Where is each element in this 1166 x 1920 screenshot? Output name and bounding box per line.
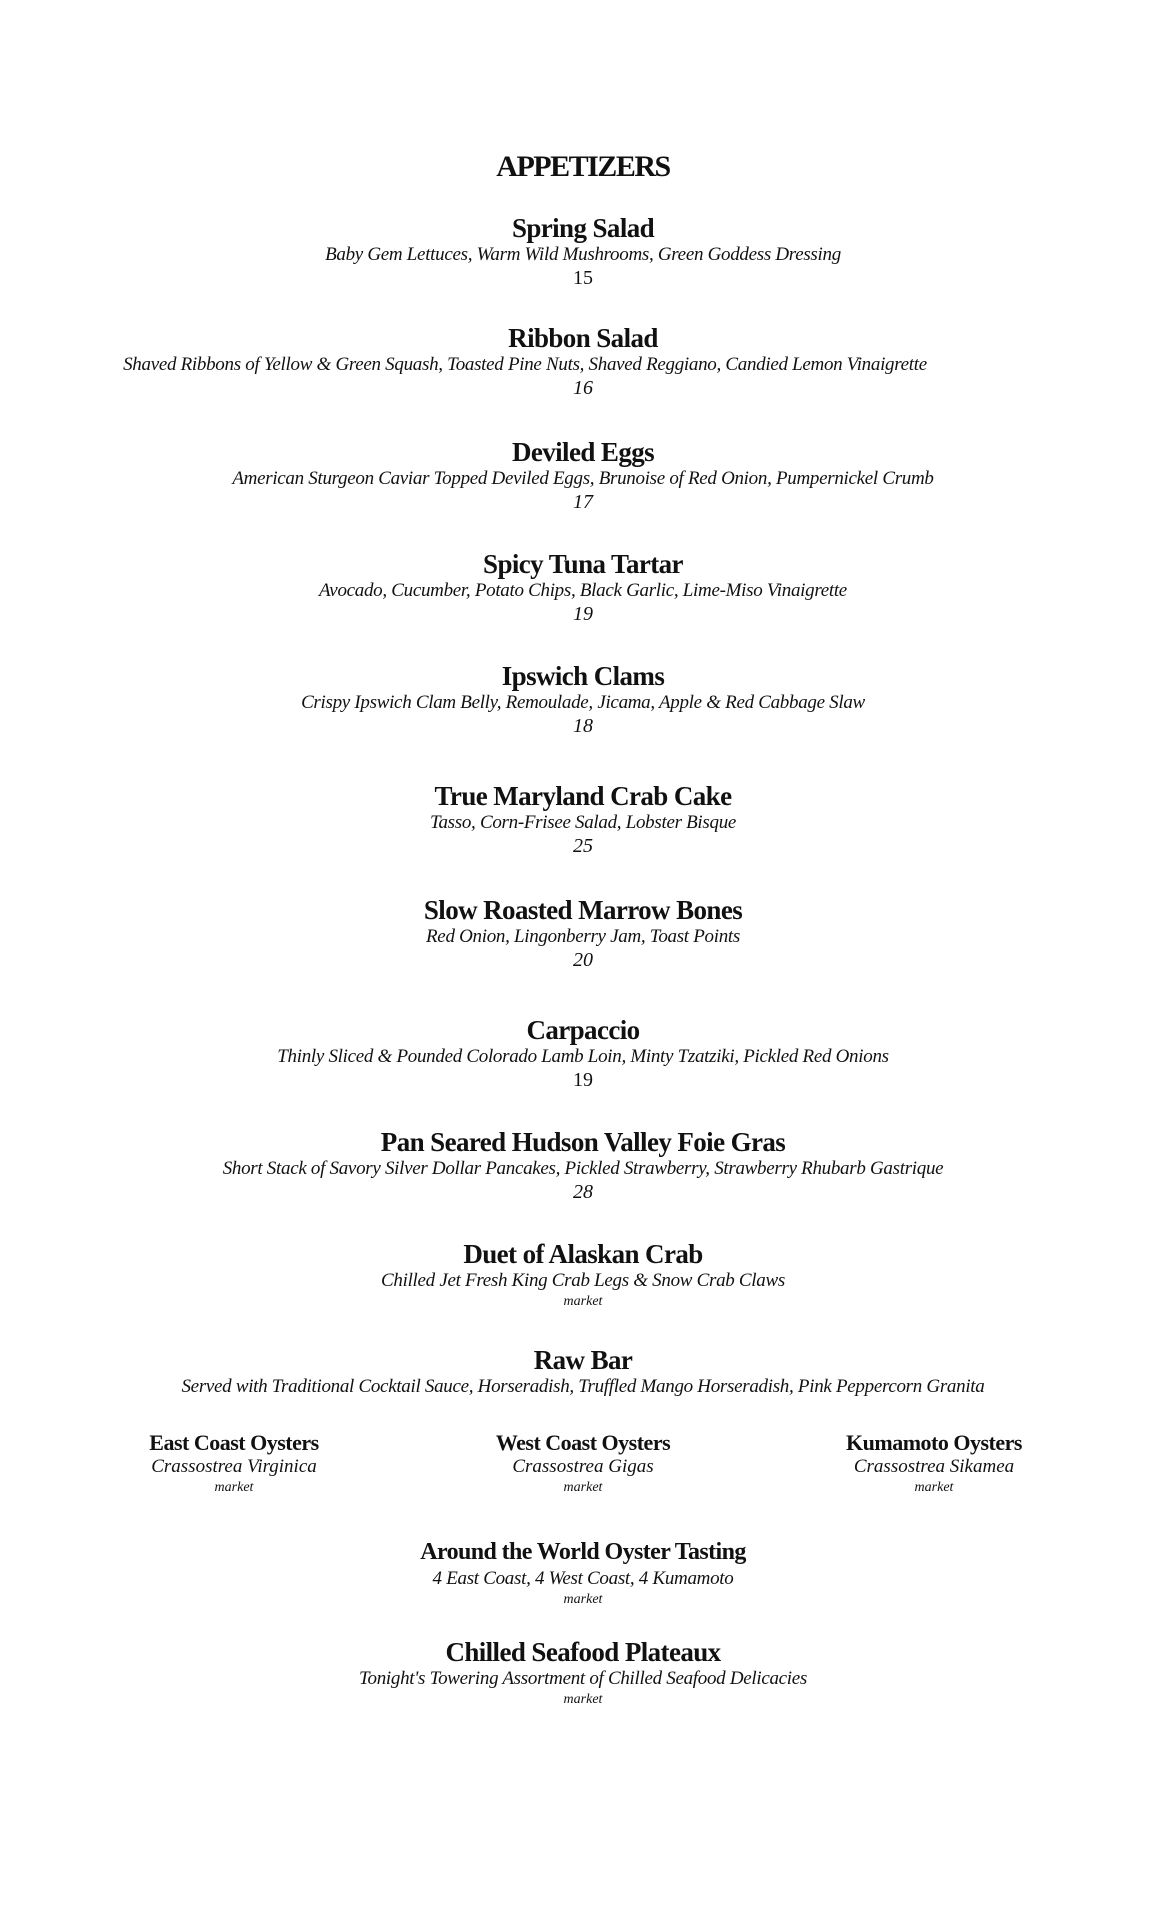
menu-item-foie-gras [0,1126,1166,1204]
oyster-name: Kumamoto Oysters [846,1430,1022,1455]
menu-item-seafood-plateaux [0,1636,1166,1710]
item-description: Short Stack of Savory Silver Dollar Pancakes, Pickled Strawberry, Strawberry Rhubarb Gastrique [222,1158,944,1179]
item-description: Tasso, Corn-Frisee Salad, Lobster Bisque [429,812,737,833]
item-name: Deviled Eggs [511,437,655,467]
item-price: market [563,1294,603,1309]
menu-item-deviled-eggs [0,436,1166,514]
oyster-species: Crassostrea Gigas [512,1456,654,1477]
menu-item-ribbon-salad [0,322,1160,400]
menu-item-crab-cake [0,780,1166,858]
item-name: Around the World Oyster Tasting [420,1539,746,1565]
item-name: Slow Roasted Marrow Bones [423,895,743,925]
item-name: Ribbon Salad [508,323,658,353]
item-name: Raw Bar [533,1345,633,1375]
menu-item-ipswich-clams [0,660,1166,738]
item-description: Served with Traditional Cocktail Sauce, Horseradish, Truffled Mango Horseradish, Pink Peppercorn Granita [181,1376,985,1397]
item-name: Spicy Tuna Tartar [483,549,683,579]
item-description: Baby Gem Lettuces, Warm Wild Mushrooms, Green Goddess Dressing [325,244,841,265]
item-name: Spring Salad [511,213,655,243]
item-price: 16 [573,377,593,399]
item-price: 28 [573,1181,593,1203]
menu-item-alaskan-crab [0,1238,1166,1312]
item-description: Crispy Ipswich Clam Belly, Remoulade, Jicama, Apple & Red Cabbage Slaw [301,692,865,713]
menu-item-spicy-tuna-tartar [0,548,1166,626]
oyster-name: West Coast Oysters [495,1430,671,1455]
section-heading: APPETIZERS [496,150,670,183]
oyster-east-coast [84,1430,384,1498]
item-name: True Maryland Crab Cake [434,781,732,811]
item-name: Ipswich Clams [501,661,665,691]
oyster-species: Crassostrea Virginica [151,1456,317,1477]
item-price: 25 [573,835,593,857]
item-description: Red Onion, Lingonberry Jam, Toast Points [426,926,740,947]
item-price: market [563,1692,603,1707]
item-description: Shaved Ribbons of Yellow & Green Squash, Toasted Pine Nuts, Shaved Reggiano, Candied Lemon Vinaigrette [123,354,927,375]
item-description: Avocado, Cucumber, Potato Chips, Black Garlic, Lime-Miso Vinaigrette [319,580,847,601]
item-name: Pan Seared Hudson Valley Foie Gras [380,1127,786,1157]
oyster-kumamoto [784,1430,1084,1498]
item-price: 20 [573,949,593,971]
item-description: Thinly Sliced & Pounded Colorado Lamb Loin, Minty Tzatziki, Pickled Red Onions [277,1046,889,1067]
menu-item-raw-bar [0,1344,1166,1398]
menu-item-carpaccio [0,1014,1166,1092]
oyster-price: market [914,1480,954,1495]
menu-item-oyster-tasting [0,1536,1166,1610]
item-price: market [563,1592,603,1607]
menu-item-marrow-bones [0,894,1166,972]
item-name: Carpaccio [526,1015,640,1045]
item-description: Chilled Jet Fresh King Crab Legs & Snow Crab Claws [381,1270,785,1291]
item-description: Tonight's Towering Assortment of Chilled Seafood Delicacies [358,1668,807,1689]
oyster-west-coast [433,1430,733,1498]
item-price: 19 [573,1069,593,1091]
item-description: American Sturgeon Caviar Topped Deviled Eggs, Brunoise of Red Onion, Pumpernickel Crumb [232,468,934,489]
oyster-name: East Coast Oysters [149,1430,319,1455]
item-name: Chilled Seafood Plateaux [445,1637,721,1667]
item-description: 4 East Coast, 4 West Coast, 4 Kumamoto [432,1568,734,1589]
item-name: Duet of Alaskan Crab [463,1239,703,1269]
oyster-price: market [563,1480,603,1495]
oyster-species: Crassostrea Sikamea [853,1456,1015,1477]
oyster-price: market [214,1480,254,1495]
item-price: 17 [573,491,593,513]
item-price: 18 [573,715,593,737]
menu-item-spring-salad [0,212,1166,290]
item-price: 15 [573,267,593,289]
item-price: 19 [573,603,593,625]
